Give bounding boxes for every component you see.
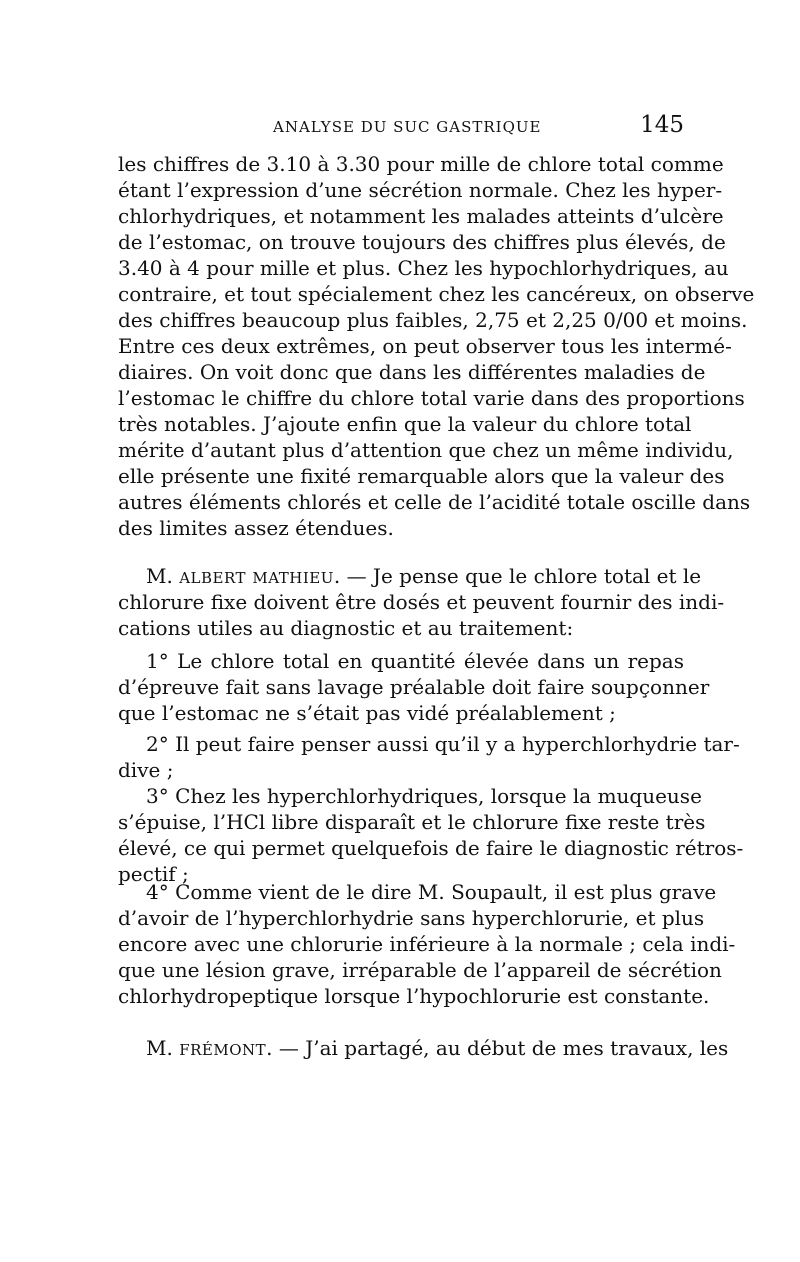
speaker-line-mathieu [118, 563, 702, 589]
speaker-title: M. [146, 1036, 173, 1060]
text-line: 3° Chez les hyperchlorhydriques, lorsque la muqueuse [146, 784, 702, 808]
text-line: chlorure fixe doivent être dosés et peuvent fournir des indi- [118, 590, 725, 614]
text-line: s’épuise, l’HCl libre disparaît et le chlorure fixe reste très [118, 810, 706, 834]
paragraph-mathieu [118, 563, 725, 641]
text-line: diaires. On voit donc que dans les différentes maladies de [118, 360, 706, 384]
text-line: autres éléments chlorés et celle de l’acidité totale oscille dans [118, 490, 751, 514]
text-line: cations utiles au diagnostic et au traitement: [118, 616, 574, 640]
text-line: étant l’expression d’une sécrétion normale. Chez les hyper- [118, 178, 723, 202]
speaker-line-fremont [118, 1035, 729, 1061]
text-line: Entre ces deux extrêmes, on peut observer tous les intermé- [118, 334, 732, 358]
text-line: encore avec une chlorurie inférieure à la normale ; cela indi- [118, 932, 736, 956]
text-line: des limites assez étendues. [118, 516, 394, 540]
speech-start: . — J’ai partagé, au début de mes travaux, les [266, 1036, 729, 1060]
text-line: d’épreuve fait sans lavage préalable doit faire soupçonner [118, 675, 710, 699]
speaker-title: M. [146, 564, 173, 588]
text-line: les chiffres de 3.10 à 3.30 pour mille de chlore total comme [118, 152, 724, 176]
text-line: de l’estomac, on trouve toujours des chiffres plus élevés, de [118, 230, 726, 254]
text-line: 4° Comme vient de le dire M. Soupault, il est plus grave [146, 880, 717, 904]
text-line: élevé, ce qui permet quelquefois de faire le diagnostic rétros- [118, 836, 744, 860]
text-line: dive ; [118, 758, 174, 782]
text-line: l’estomac le chiffre du chlore total varie dans des proportions [118, 386, 745, 410]
list-item-2 [118, 731, 740, 783]
text-line: que l’estomac ne s’était pas vidé préalablement ; [118, 701, 616, 725]
list-item-3 [118, 783, 744, 887]
text-line: des chiffres beaucoup plus faibles, 2,75 et 2,25 0/00 et moins. [118, 308, 748, 332]
text-line: 3.40 à 4 pour mille et plus. Chez les hypochlorhydriques, au [118, 256, 729, 280]
speech-start: . — Je pense que le chlore total et le [333, 564, 702, 588]
text-line: chlorhydriques, et notamment les malades atteints d’ulcère [118, 204, 724, 228]
text-line: contraire, et tout spécialement chez les cancéreux, on observe [118, 282, 755, 306]
running-title: ANALYSE DU SUC GASTRIQUE [273, 118, 542, 136]
page-header [118, 112, 684, 144]
speaker-name: FRÉMONT [179, 1041, 267, 1059]
paragraph-fremont [118, 1035, 729, 1061]
text-line: très notables. J’ajoute enfin que la valeur du chlore total [118, 412, 692, 436]
text-line: elle présente une fixité remarquable alors que la valeur des [118, 464, 725, 488]
text-line: 1° Le chlore total en quantité élevée dans un repas [146, 649, 684, 673]
page-number: 145 [640, 112, 684, 138]
text-line: que une lésion grave, irréparable de l’appareil de sécrétion [118, 958, 722, 982]
text-line: chlorhydropeptique lorsque l’hypochlorurie est constante. [118, 984, 710, 1008]
list-item-1 [118, 648, 710, 726]
text-line: mérite d’autant plus d’attention que chez un même individu, [118, 438, 734, 462]
text-line: pectif ; [118, 862, 189, 886]
list-item-4 [118, 879, 736, 1009]
speaker-first-name: ALBERT [179, 569, 247, 587]
speaker-last-name: MATHIEU [252, 569, 334, 587]
text-line: 2° Il peut faire penser aussi qu’il y a hyperchlorhydrie tar- [146, 732, 740, 756]
paragraph-chlore-total [118, 151, 755, 541]
text-line: d’avoir de l’hyperchlorhydrie sans hyperchlorurie, et plus [118, 906, 705, 930]
